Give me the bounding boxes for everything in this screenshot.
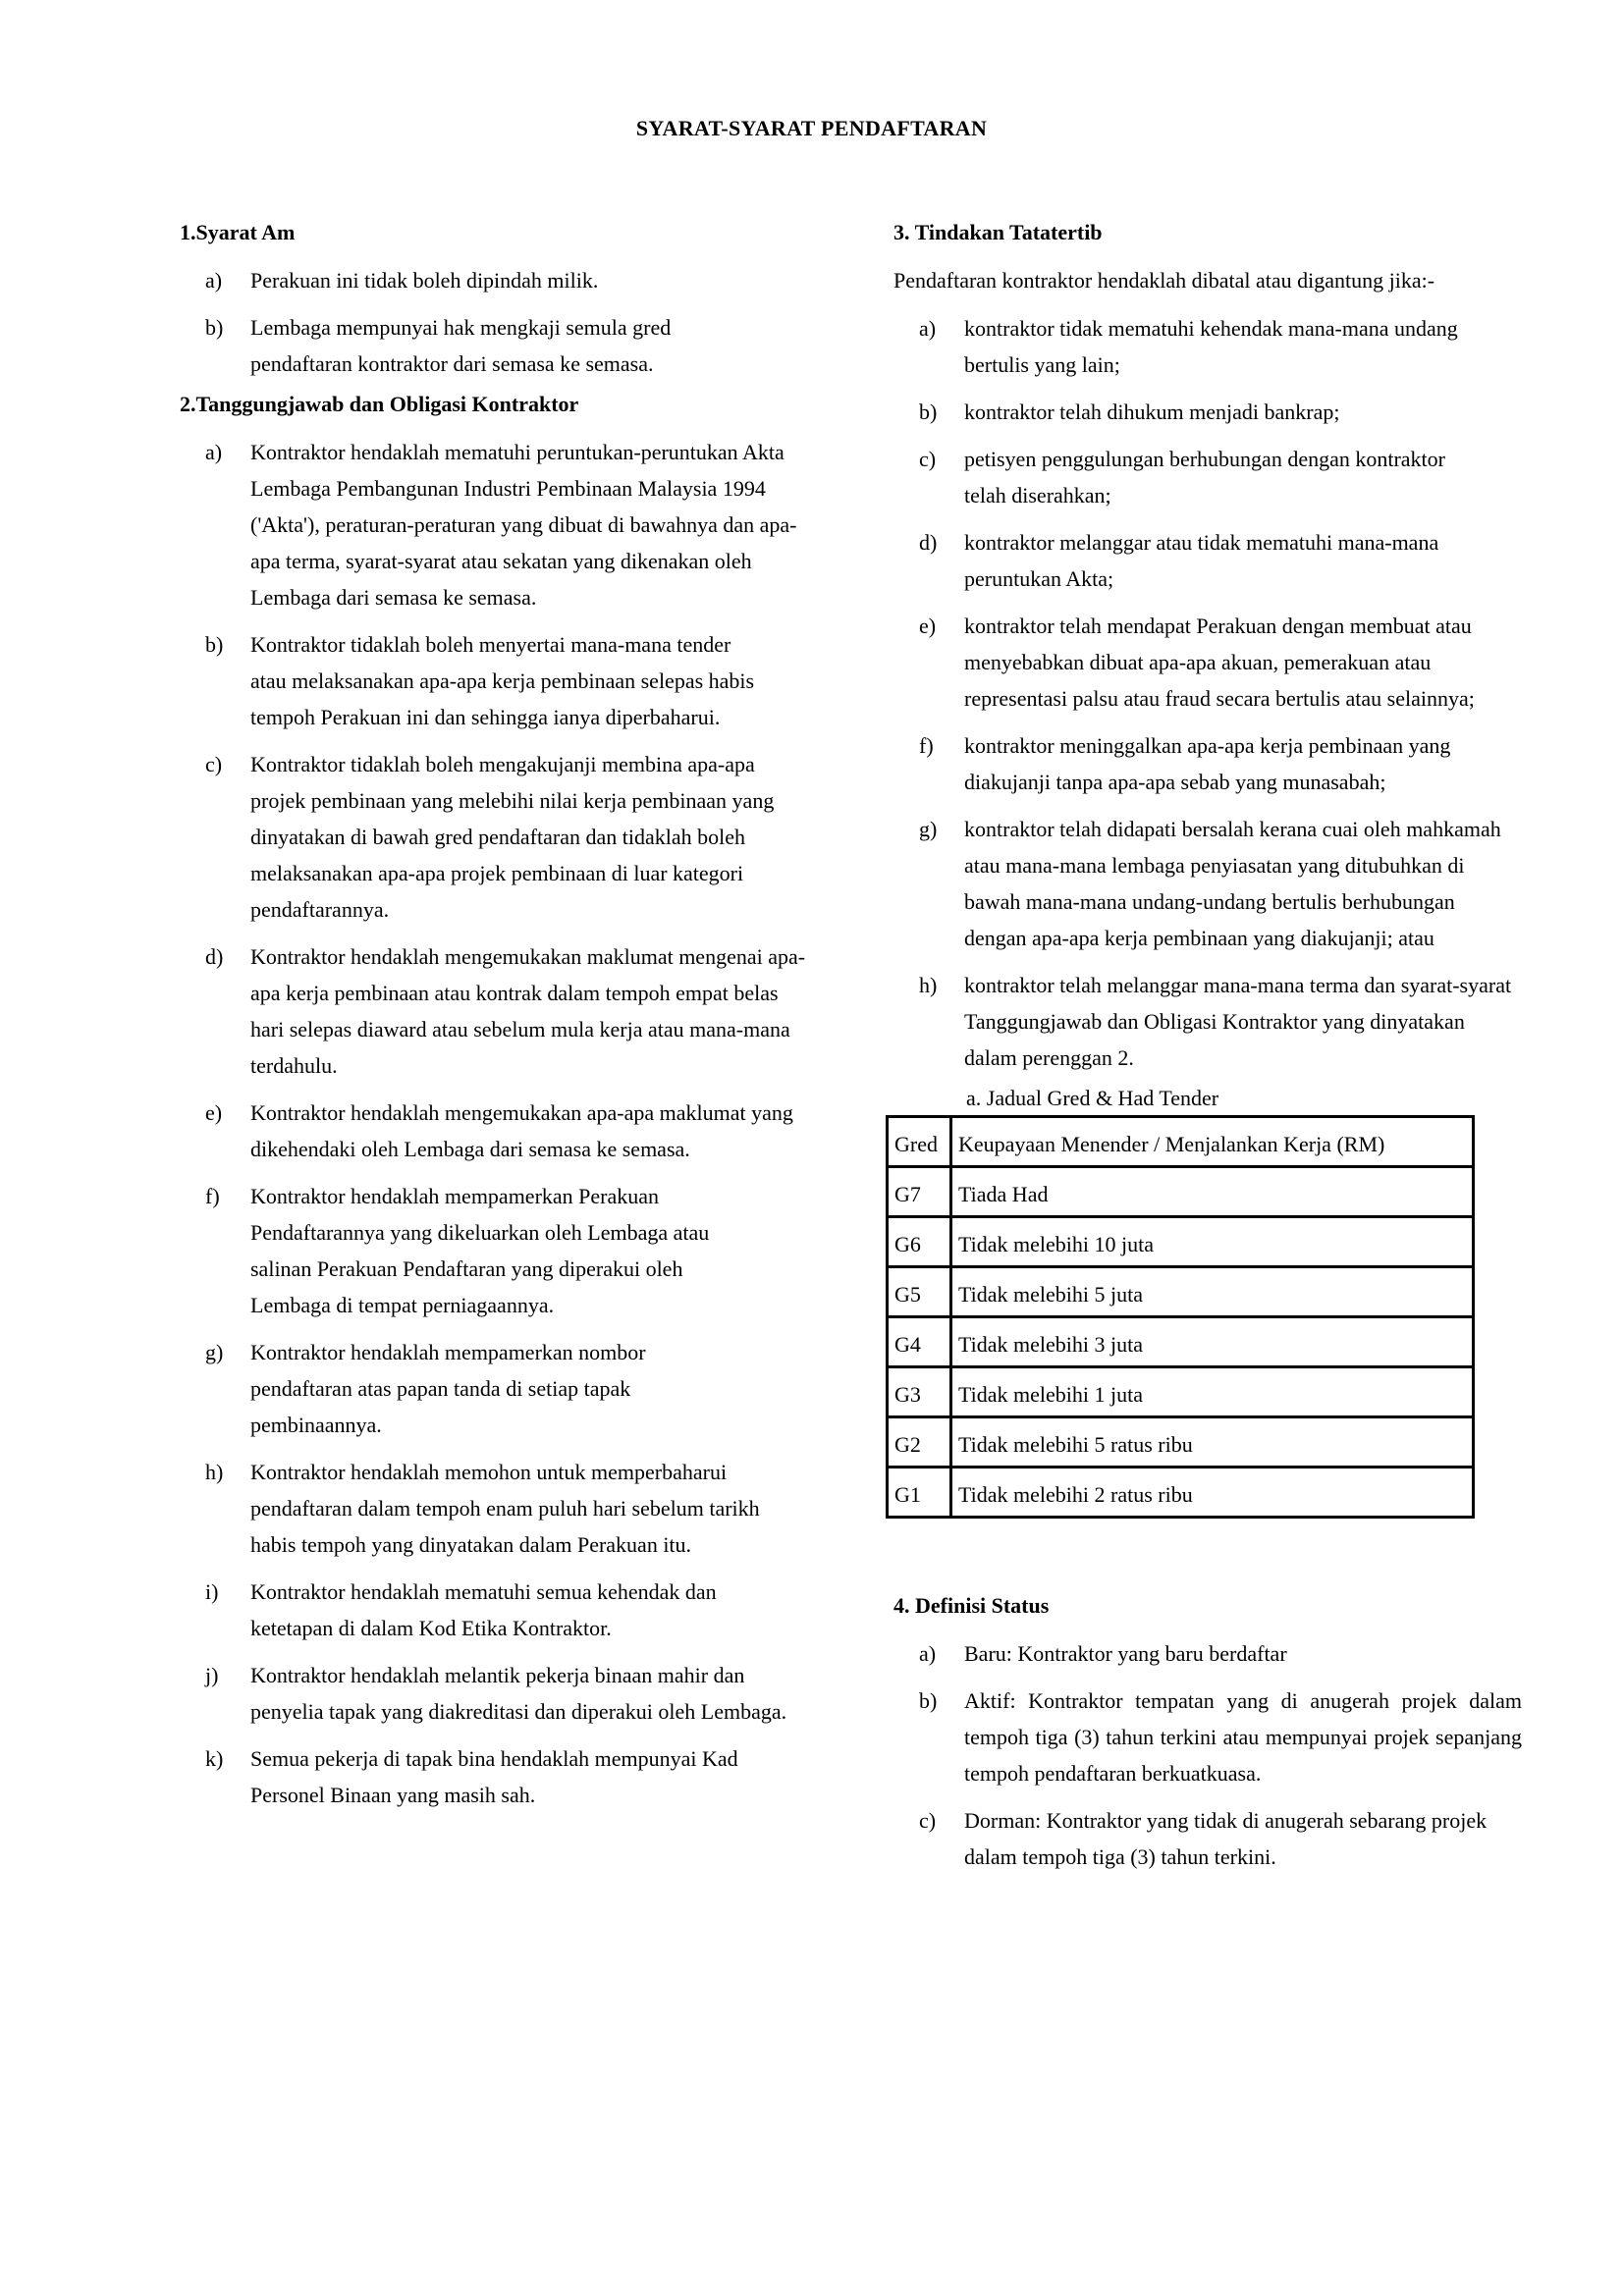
- item-marker: g): [919, 817, 938, 841]
- item-text: kontraktor tidak mematuhi kehendak mana-mana undang bertulis yang lain;: [964, 316, 1458, 377]
- table-header-cell: Gred: [888, 1117, 951, 1167]
- table-cell: Tiada Had: [951, 1167, 1474, 1217]
- table-cell: Tidak melebihi 1 juta: [951, 1367, 1474, 1417]
- item-text: kontraktor meninggalkan apa-apa kerja pembinaan yang diakujanji tanpa apa-apa sebab yang munasabah;: [964, 733, 1451, 794]
- item-text: Kontraktor tidaklah boleh menyertai mana-mana tender atau melaksanakan apa-apa kerja pembinaan selepas habis tempoh Perakuan ini dan sehingga ianya diperbaharui.: [250, 632, 755, 729]
- item-marker: e): [205, 1100, 223, 1125]
- list-item: [180, 1740, 808, 1813]
- item-marker: k): [205, 1746, 224, 1771]
- item-text: Kontraktor tidaklah boleh mengakujanji membina apa-apa projek pembinaan yang melebihi nilai kerja pembinaan yang dinyatakan di bawah gred pendaftaran dan tidaklah boleh melaksanakan apa-apa projek pembinaan di luar kategori pendaftarannya.: [250, 752, 775, 922]
- item-text: Kontraktor hendaklah melantik pekerja binaan mahir dan penyelia tapak yang diakreditasi dan diperakui oleh Lembaga.: [250, 1663, 787, 1724]
- grade-table: [886, 1115, 1475, 1519]
- section-3-list: [893, 310, 1522, 1076]
- table-cell: G1: [888, 1468, 951, 1518]
- table-cell: G7: [888, 1167, 951, 1217]
- list-item: [180, 938, 808, 1084]
- list-item: [180, 1454, 808, 1563]
- item-text: Kontraktor hendaklah memohon untuk memperbaharui pendaftaran dalam tempoh enam puluh hari sebelum tarikh habis tempoh yang dinyatakan dalam Perakuan itu.: [250, 1460, 760, 1557]
- item-marker: b): [205, 632, 224, 657]
- section-4-heading: 4. Definisi Status: [893, 1593, 1050, 1618]
- item-text: kontraktor telah melanggar mana-mana terma dan syarat-syarat Tanggungjawab dan Obligasi Kontraktor yang dinyatakan dalam perenggan 2.: [964, 973, 1512, 1070]
- list-item: [180, 626, 808, 735]
- list-item: [180, 309, 808, 382]
- table-cell: G5: [888, 1267, 951, 1317]
- list-item: [180, 434, 808, 615]
- list-item: [893, 310, 1522, 383]
- item-marker: j): [205, 1663, 219, 1687]
- item-text: Kontraktor hendaklah mempamerkan Perakuan Pendaftarannya yang dikeluarkan oleh Lembaga atau salinan Perakuan Pendaftaran yang diperakui oleh Lembaga di tempat perniagaannya.: [250, 1184, 710, 1317]
- item-marker: d): [919, 530, 938, 555]
- table-cell: G3: [888, 1367, 951, 1417]
- section-1-list: [180, 262, 808, 382]
- table-header-cell: Keupayaan Menender / Menjalankan Kerja (RM): [951, 1117, 1474, 1167]
- list-item: [180, 1178, 808, 1323]
- list-item: [180, 1574, 808, 1646]
- list-item: [893, 811, 1522, 956]
- item-text: Dorman: Kontraktor yang tidak di anugerah sebarang projek dalam tempoh tiga (3) tahun terkini.: [964, 1808, 1488, 1869]
- table-cell: Tidak melebihi 2 ratus ribu: [951, 1468, 1474, 1518]
- item-text: Kontraktor hendaklah mematuhi semua kehendak dan ketetapan di dalam Kod Etika Kontraktor.: [250, 1579, 717, 1640]
- right-column: [893, 214, 1522, 1875]
- table-row: [888, 1417, 1474, 1468]
- item-marker: h): [919, 973, 938, 997]
- item-text: Semua pekerja di tapak bina hendaklah mempunyai Kad Personel Binaan yang masih sah.: [250, 1746, 738, 1807]
- left-column: [180, 214, 808, 1813]
- table-cell: Tidak melebihi 5 ratus ribu: [951, 1417, 1474, 1468]
- item-text: Perakuan ini tidak boleh dipindah milik.: [250, 268, 599, 293]
- table-header-row: [888, 1117, 1474, 1167]
- list-item: [893, 1802, 1522, 1875]
- item-marker: c): [205, 752, 223, 776]
- item-text: Kontraktor hendaklah mengemukakan apa-apa maklumat yang dikehendaki oleh Lembaga dari semasa ke semasa.: [250, 1100, 793, 1161]
- section-1-title: Syarat Am: [195, 220, 296, 244]
- table-row: [888, 1267, 1474, 1317]
- item-marker: b): [919, 1688, 938, 1713]
- list-item: [893, 608, 1522, 717]
- item-text: Aktif: Kontraktor tempatan yang di anugerah projek dalam tempoh tiga (3) tahun terkini atau mempunyai projek sepanjang tempoh pendaftaran berkuatkuasa.: [964, 1688, 1522, 1786]
- section-2-heading: [180, 386, 808, 422]
- list-item: [180, 1657, 808, 1730]
- list-item: [893, 967, 1522, 1076]
- item-text: Kontraktor hendaklah mematuhi peruntukan-peruntukan Akta Lembaga Pembangunan Industri Pembinaan Malaysia 1994 ('Akta'), peraturan-peraturan yang dibuat di bawahnya dan apa-apa terma, syarat-syarat atau sekatan yang dikenakan oleh Lembaga dari semasa ke semasa.: [250, 440, 797, 610]
- table-row: [888, 1167, 1474, 1217]
- list-item: [893, 441, 1522, 513]
- item-marker: f): [205, 1184, 220, 1208]
- table-cell: G6: [888, 1217, 951, 1267]
- item-marker: a): [205, 440, 223, 464]
- section-1-heading: [180, 214, 808, 250]
- section-2-list: [180, 434, 808, 1813]
- item-marker: e): [919, 614, 937, 638]
- section-3-heading: 3. Tindakan Tatatertib: [893, 220, 1103, 244]
- table-cell: G2: [888, 1417, 951, 1468]
- table-caption: a. Jadual Gred & Had Tender: [966, 1086, 1219, 1110]
- list-item: [893, 524, 1522, 597]
- item-text: kontraktor melanggar atau tidak mematuhi mana-mana peruntukan Akta;: [964, 530, 1439, 591]
- item-marker: c): [919, 447, 937, 471]
- section-2-number: 2.: [180, 392, 196, 416]
- section-3-intro: Pendaftaran kontraktor hendaklah dibatal atau digantung jika:-: [893, 268, 1435, 293]
- list-item: [180, 262, 808, 298]
- item-marker: b): [919, 400, 938, 424]
- item-marker: a): [919, 316, 937, 341]
- item-text: kontraktor telah didapati bersalah kerana cuai oleh mahkamah atau mana-mana lembaga penyiasatan yang ditubuhkan di bawah mana-mana undang-undang bertulis berhubungan dengan apa-apa kerja pembinaan yang diakujanji; atau: [964, 817, 1501, 950]
- table-cell: G4: [888, 1317, 951, 1367]
- list-item: [180, 1095, 808, 1167]
- section-4-list: [893, 1635, 1522, 1875]
- item-marker: f): [919, 733, 934, 758]
- table-cell: Tidak melebihi 3 juta: [951, 1317, 1474, 1367]
- item-text: Baru: Kontraktor yang baru berdaftar: [964, 1641, 1287, 1666]
- list-item: [893, 1682, 1522, 1791]
- item-marker: g): [205, 1340, 224, 1364]
- item-marker: b): [205, 315, 224, 340]
- item-marker: a): [205, 268, 223, 293]
- item-marker: c): [919, 1808, 937, 1833]
- list-item: [893, 1635, 1522, 1672]
- table-row: [888, 1217, 1474, 1267]
- item-text: kontraktor telah mendapat Perakuan dengan membuat atau menyebabkan dibuat apa-apa akuan, pemerakuan atau representasi palsu atau fraud secara bertulis atau selainnya;: [964, 614, 1475, 711]
- item-marker: i): [205, 1579, 219, 1604]
- table-row: [888, 1367, 1474, 1417]
- table-cell: Tidak melebihi 5 juta: [951, 1267, 1474, 1317]
- item-text: petisyen penggulungan berhubungan dengan kontraktor telah diserahkan;: [964, 447, 1445, 507]
- section-1-number: 1.: [180, 220, 196, 244]
- table-row: [888, 1317, 1474, 1367]
- item-text: kontraktor telah dihukum menjadi bankrap;: [964, 400, 1340, 424]
- list-item: [180, 1334, 808, 1443]
- section-2-title: Tanggungjawab dan Obligasi Kontraktor: [195, 392, 579, 416]
- item-marker: a): [919, 1641, 937, 1666]
- list-item: [893, 727, 1522, 800]
- item-text: Lembaga mempunyai hak mengkaji semula gred pendaftaran kontraktor dari semasa ke semasa.: [250, 315, 672, 376]
- item-text: Kontraktor hendaklah mempamerkan nombor pendaftaran atas papan tanda di setiap tapak pembinaannya.: [250, 1340, 646, 1437]
- item-marker: d): [205, 944, 224, 969]
- item-text: Kontraktor hendaklah mengemukakan maklumat mengenai apa-apa kerja pembinaan atau kontrak dalam tempoh empat belas hari selepas diaward atau sebelum mula kerja atau mana-mana terdahulu.: [250, 944, 806, 1078]
- list-item: [893, 394, 1522, 430]
- page-title: SYARAT-SYARAT PENDAFTARAN: [635, 116, 988, 140]
- list-item: [180, 746, 808, 928]
- table-row: [888, 1468, 1474, 1518]
- item-marker: h): [205, 1460, 224, 1484]
- table-cell: Tidak melebihi 10 juta: [951, 1217, 1474, 1267]
